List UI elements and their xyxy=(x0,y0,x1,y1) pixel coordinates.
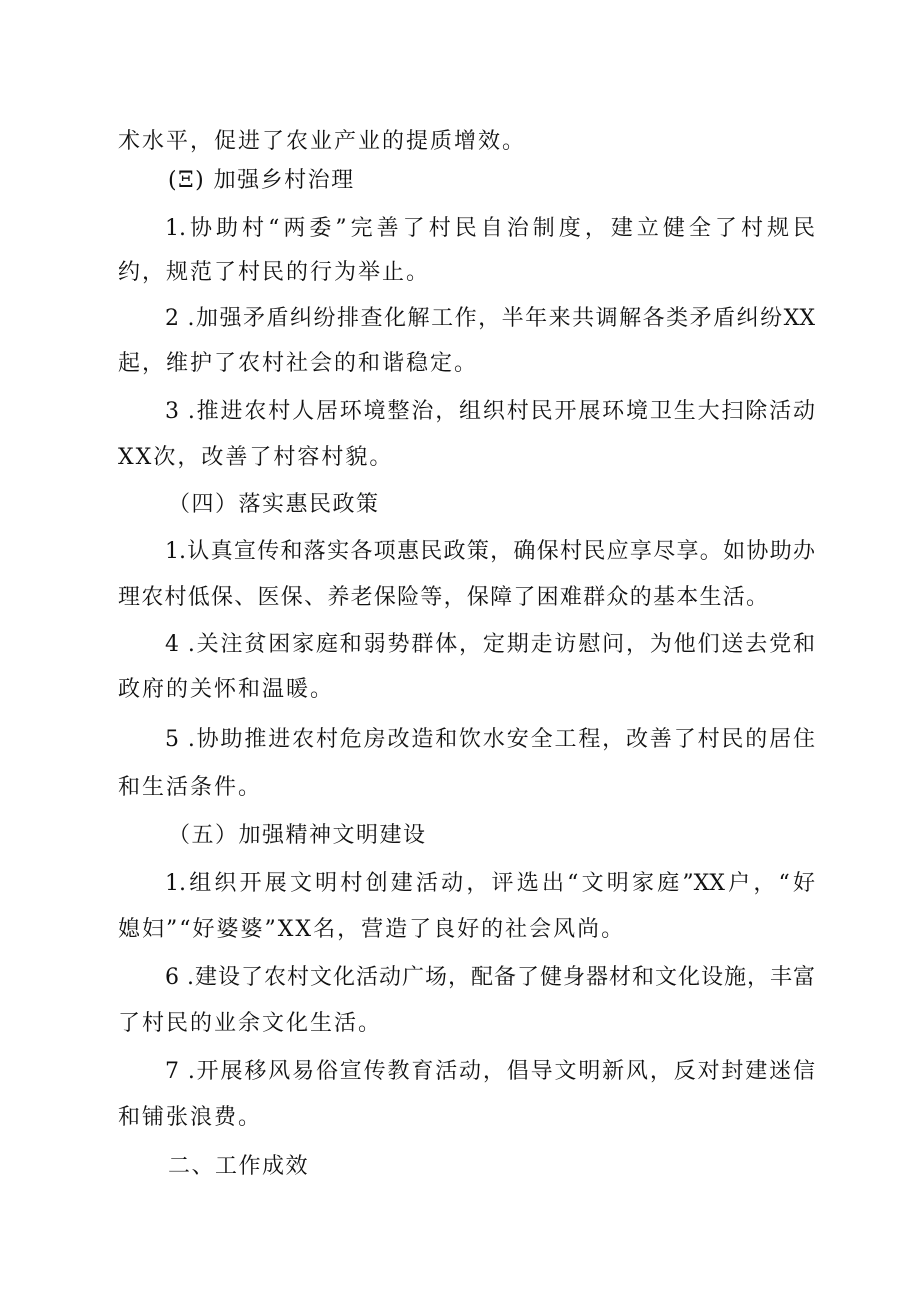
paragraph-line: 6 .建设了农村文化活动广场，配备了健身器材和文化设施，丰富 xyxy=(165,965,815,990)
paragraph-line: 媳妇”“好婆婆”XX名，营造了良好的社会风尚。 xyxy=(118,917,626,942)
paragraph-line: 4 .关注贫困家庭和弱势群体，定期走访慰问，为他们送去党和 xyxy=(165,632,815,657)
paragraph-line: 和生活条件。 xyxy=(118,775,263,800)
paragraph-line: 了村民的业余文化生活。 xyxy=(118,1011,383,1036)
paragraph-line: 1.认真宣传和落实各项惠民政策，确保村民应享尽享。如协助办 xyxy=(165,539,815,564)
paragraph-line: 1.组织开展文明村创建活动，评选出“文明家庭”XX户，“好 xyxy=(165,871,815,896)
paragraph-line: 3 .推进农村人居环境整治，组织村民开展环境卫生大扫除活动 xyxy=(165,399,815,424)
paragraph-line: 起，维护了农村社会的和谐稳定。 xyxy=(118,351,479,376)
paragraph-line: 1.协助村“两委”完善了村民自治制度，建立健全了村规民 xyxy=(165,216,815,241)
section-heading-5: （五）加强精神文明建设 xyxy=(168,823,427,848)
paragraph-line: 和铺张浪费。 xyxy=(118,1105,263,1130)
section-heading-3: (Ξ) 加强乡村治理 xyxy=(168,168,355,193)
paragraph-line: 5 .协助推进农村危房改造和饮水安全工程，改善了村民的居住 xyxy=(165,727,815,752)
section-heading-4: （四）落实惠民政策 xyxy=(168,492,380,517)
paragraph-line: 约，规范了村民的行为举止。 xyxy=(118,260,431,285)
paragraph-line: 术水平，促进了农业产业的提质增效。 xyxy=(118,129,527,154)
paragraph-line: 2 .加强矛盾纠纷排查化解工作，半年来共调解各类矛盾纠纷XX xyxy=(165,306,815,331)
paragraph-line: 7 .开展移风易俗宣传教育活动，倡导文明新风，反对封建迷信 xyxy=(165,1059,815,1084)
paragraph-line: XX次，改善了村容村貌。 xyxy=(118,445,394,470)
paragraph-line: 理农村低保、医保、养老保险等，保障了困难群众的基本生活。 xyxy=(118,585,768,610)
paragraph-line: 政府的关怀和温暖。 xyxy=(118,677,335,702)
section-heading-2: 二、工作成效 xyxy=(168,1154,310,1179)
